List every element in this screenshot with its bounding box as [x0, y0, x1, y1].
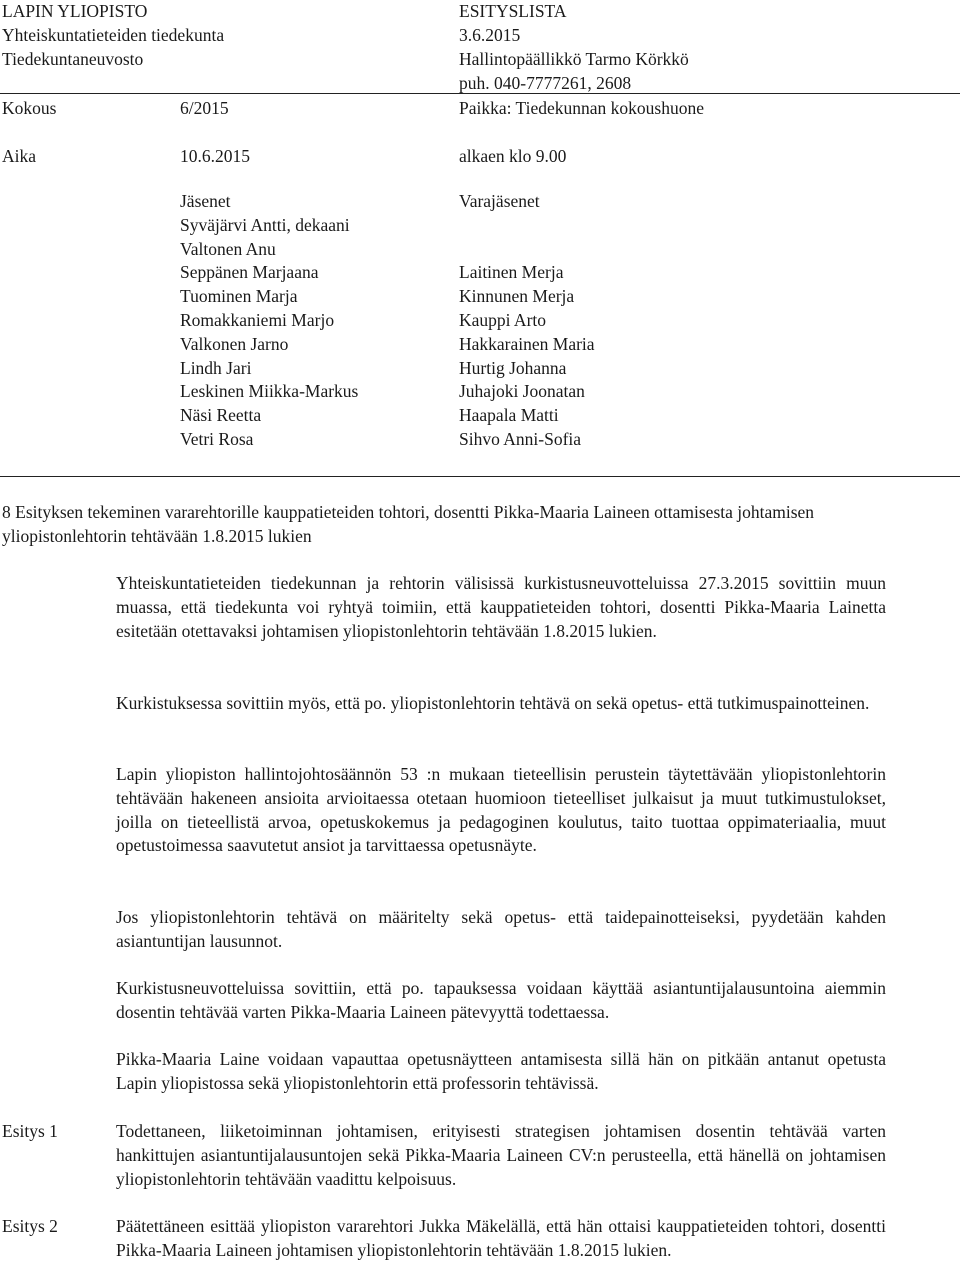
- member-name: Näsi Reetta: [180, 405, 262, 426]
- body-paragraph: Jos yliopistonlehtorin tehtävä on määritelty sekä opetus- että taidepainotteiseksi, pyydetään kahden asiantuntijan lausunnot.: [116, 907, 886, 951]
- meeting-start: alkaen klo 9.00: [459, 146, 567, 166]
- document-type: ESITYSLISTA: [459, 1, 567, 21]
- agenda-item-heading: 8 Esityksen tekeminen vararehtorille kauppatieteiden tohtori, dosentti Pikka-Maaria Laineen ottamisesta johtamisen yliopistonlehtorin tehtävään 1.8.2015 lukien: [2, 502, 815, 546]
- member-name: Valtonen Anu: [180, 238, 276, 259]
- body-paragraph: Kurkistuksessa sovittiin myös, että po. yliopistonlehtorin tehtävä on sekä opetus- että tutkimuspainotteinen.: [116, 693, 870, 713]
- header-divider: [0, 93, 960, 94]
- body-paragraph: Lapin yliopiston hallintojohtosäännön 53 :n mukaan tieteellisin perustein täytettävään yliopistonlehtorin tehtävään hakeneen ansioita arvioitaessa otetaan huomioon tieteelliset julkaisut ja muut tutkimustulokset, joilla on tieteellistä arvoa, opetuskokemus ja pedagoginen koulutus, taito tuottaa oppimateriaalia, muut opetustoimessa saavutetut ansiot ja tarvittaessa opetusnäyte.: [116, 764, 886, 856]
- proposal-text: Päätettäneen esittää yliopiston vararehtori Jukka Mäkelällä, että hän ottaisi kauppatieteiden tohtori, dosentti Pikka-Maaria Laineen johtamisen yliopistonlehtorin tehtävään 1.8.2015 lukien.: [116, 1216, 886, 1260]
- member-name: Seppänen Marjaana: [180, 262, 319, 283]
- member-name: Vetri Rosa: [180, 428, 254, 449]
- member-name: Leskinen Miikka-Markus: [180, 381, 359, 402]
- deputy-name: Haapala Matti: [459, 405, 559, 426]
- time-label: Aika: [2, 146, 37, 166]
- member-name: Tuominen Marja: [180, 286, 298, 307]
- proposal-text: Todettaneen, liiketoiminnan johtamisen, erityisesti strategisen johtamisen dosentin tehtävää varten hankittujen asiantuntijalausuntojen sekä Pikka-Maaria Laineen CV:n perusteella, että hänellä on johtamisen yliopistonlehtorin tehtävään vaadittu kelpoisuus.: [116, 1121, 886, 1189]
- members-list: [180, 190, 358, 452]
- deputy-name: Kauppi Arto: [459, 309, 547, 330]
- section-divider: [0, 476, 960, 477]
- member-name: Romakkaniemi Marjo: [180, 309, 335, 330]
- meeting-place: Paikka: Tiedekunnan kokoushuone: [459, 98, 704, 118]
- presenter-name: Hallintopäällikkö Tarmo Körkkö: [459, 49, 689, 69]
- member-name: Lindh Jari: [180, 357, 252, 378]
- meeting-date: 10.6.2015: [180, 146, 250, 166]
- member-name: Valkonen Jarno: [180, 333, 289, 354]
- presenter-phone: puh. 040-7777261, 2608: [459, 73, 632, 93]
- meeting-label: Kokous: [2, 98, 57, 118]
- proposal-label: Esitys 1: [2, 1121, 58, 1141]
- proposal-label: Esitys 2: [2, 1216, 58, 1236]
- deputies-list: [459, 190, 595, 452]
- body-paragraph: Pikka-Maaria Laine voidaan vapauttaa opetusnäytteen antamisesta sillä hän on pitkään antanut opetusta Lapin yliopistossa sekä yliopistonlehtorin että professorin tehtävissä.: [116, 1049, 886, 1093]
- organization-name: LAPIN YLIOPISTO: [2, 1, 148, 21]
- body-paragraph: Kurkistusneuvotteluissa sovittiin, että po. tapauksessa voidaan käyttää asiantuntijalausuntoina aiemmin dosentin tehtävää varten Pikka-Maaria Laineen pätevyyttä todettaessa.: [116, 978, 886, 1022]
- deputy-name: Laitinen Merja: [459, 262, 564, 283]
- deputy-name: Hurtig Johanna: [459, 357, 567, 378]
- deputy-name: Kinnunen Merja: [459, 286, 575, 307]
- deputy-name: Sihvo Anni-Sofia: [459, 428, 582, 449]
- meeting-number: 6/2015: [180, 98, 229, 118]
- deputies-title: Varajäsenet: [459, 191, 540, 211]
- members-title: Jäsenet: [180, 191, 231, 211]
- council-name: Tiedekuntaneuvosto: [2, 49, 144, 69]
- body-paragraph: Yhteiskuntatieteiden tiedekunnan ja rehtorin välisissä kurkistusneuvotteluissa 27.3.2015 sovittiin muun muassa, että tiedekunta voi ryhtyä toimiin, että kauppatieteiden tohtori, dosentti Pikka-Maaria Lainetta esitetään otettavaksi johtamisen yliopistonlehtorin tehtävään 1.8.2015 lukien.: [116, 573, 886, 641]
- deputy-name: Juhajoki Joonatan: [459, 381, 585, 402]
- faculty-name: Yhteiskuntatieteiden tiedekunta: [2, 25, 225, 45]
- deputy-name: Hakkarainen Maria: [459, 333, 595, 354]
- member-name: Syväjärvi Antti, dekaani: [180, 214, 350, 235]
- document-date: 3.6.2015: [459, 25, 521, 45]
